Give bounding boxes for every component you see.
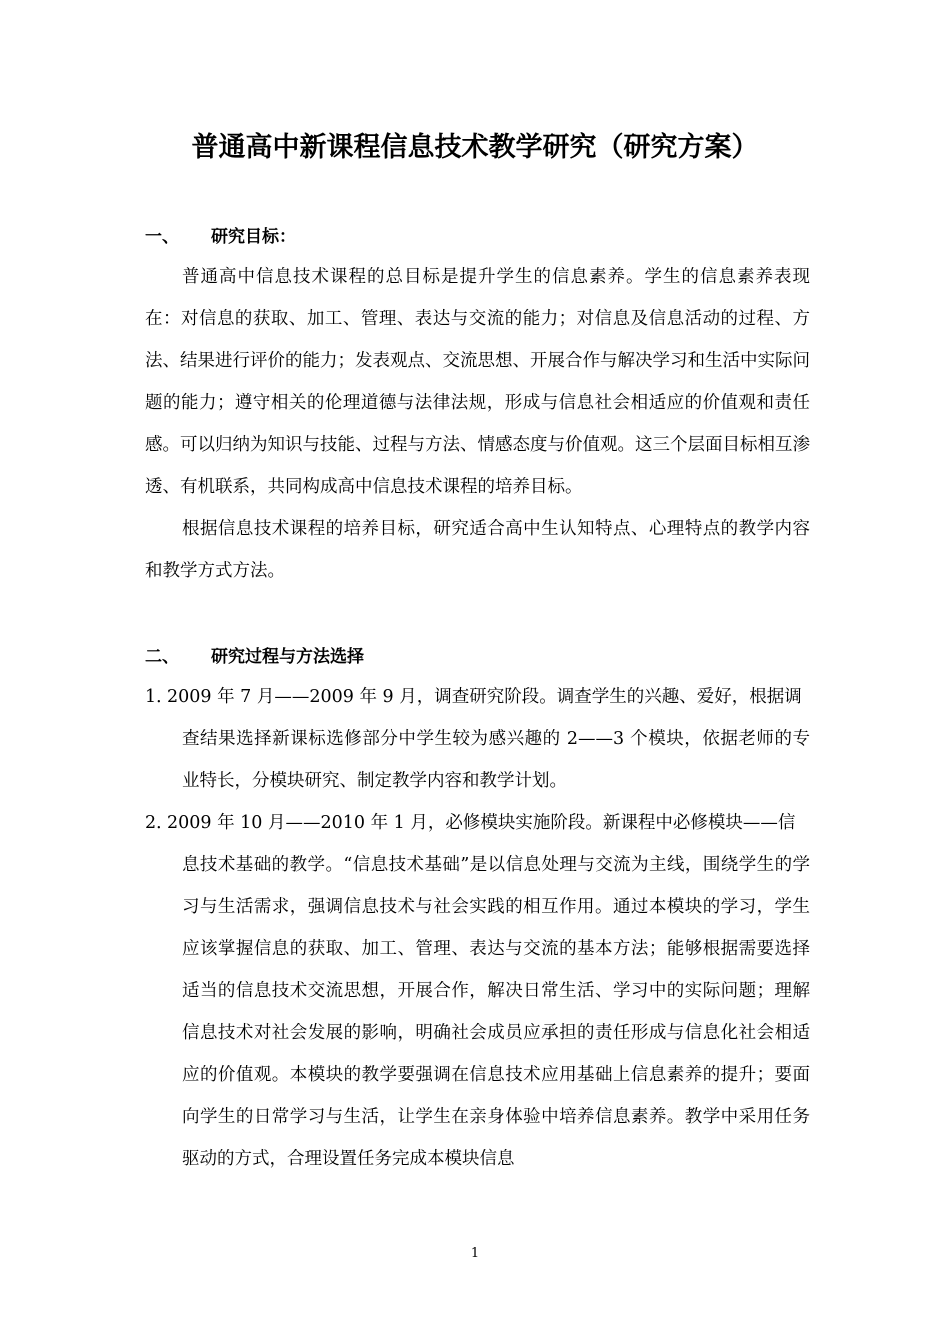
list-item-number: 1． xyxy=(145,687,174,707)
list-item-text: 息技术基础的教学。“信息技术基础”是以信息处理与交流为主线，围绕学生的学习与生活需求，强调信息技术与社会实践的相互作用。通过本模块的学习，学生应该掌握信息的获取、加工、管理、表达与交流的基本方法；能够根据需要选择适当的信息技术交流思想，开展合作，解决日常生活、学习中的实际问题；理解信息技术对社会发展的影响，明确社会成员应承担的责任形成与信息化社会相适应的价值观。本模块的教学要强调在信息技术应用基础上信息素养的提升；要面向学生的日常学习与生活，让学生在亲身体验中培养信息素养。教学中采用任务驱动的方式，合理设置任务完成本模块信息 xyxy=(182,855,810,1169)
list-item-2 xyxy=(145,802,810,1180)
section-title: 研究目标： xyxy=(211,227,296,247)
list-item-first-line: 2009 年 7 月——2009 年 9 月，调查研究阶段。调查学生的兴趣、爱好，根据调 xyxy=(167,687,802,707)
section-number: 一、 xyxy=(145,227,179,247)
paragraph-objectives-1: 普通高中信息技术课程的总目标是提升学生的信息素养。学生的信息素养表现在：对信息的获取、加工、管理、表达与交流的能力；对信息及信息活动的过程、方法、结果进行评价的能力；发表观点、交流思想、开展合作与解决学习和生活中实际问题的能力；遵守相关的伦理道德与法律法规，形成与信息社会相适应的价值观和责任感。可以归纳为知识与技能、过程与方法、情感态度与价值观。这三个层面目标相互渗透、有机联系，共同构成高中信息技术课程的培养目标。 xyxy=(145,267,810,497)
list-item-first-line: 2009 年 10 月——2010 年 1 月，必修模块实施阶段。新课程中必修模块——信 xyxy=(167,813,796,833)
document-title: 普通高中新课程信息技术教学研究（研究方案） xyxy=(191,132,759,163)
paragraph-objectives-2: 根据信息技术课程的培养目标，研究适合高中生认知特点、心理特点的教学内容和教学方式方法。 xyxy=(145,519,810,581)
section-title: 研究过程与方法选择 xyxy=(211,647,364,667)
section-heading-objectives xyxy=(145,224,296,250)
page-number: 1 xyxy=(470,1246,480,1261)
section-number: 二、 xyxy=(145,647,179,667)
section-heading-process xyxy=(145,644,364,670)
list-item-1 xyxy=(145,676,810,802)
list-item-number: 2． xyxy=(145,813,174,833)
list-item-text: 查结果选择新课标选修部分中学生较为感兴趣的 2——3 个模块，依据老师的专业特长，分模块研究、制定教学内容和教学计划。 xyxy=(182,729,810,791)
